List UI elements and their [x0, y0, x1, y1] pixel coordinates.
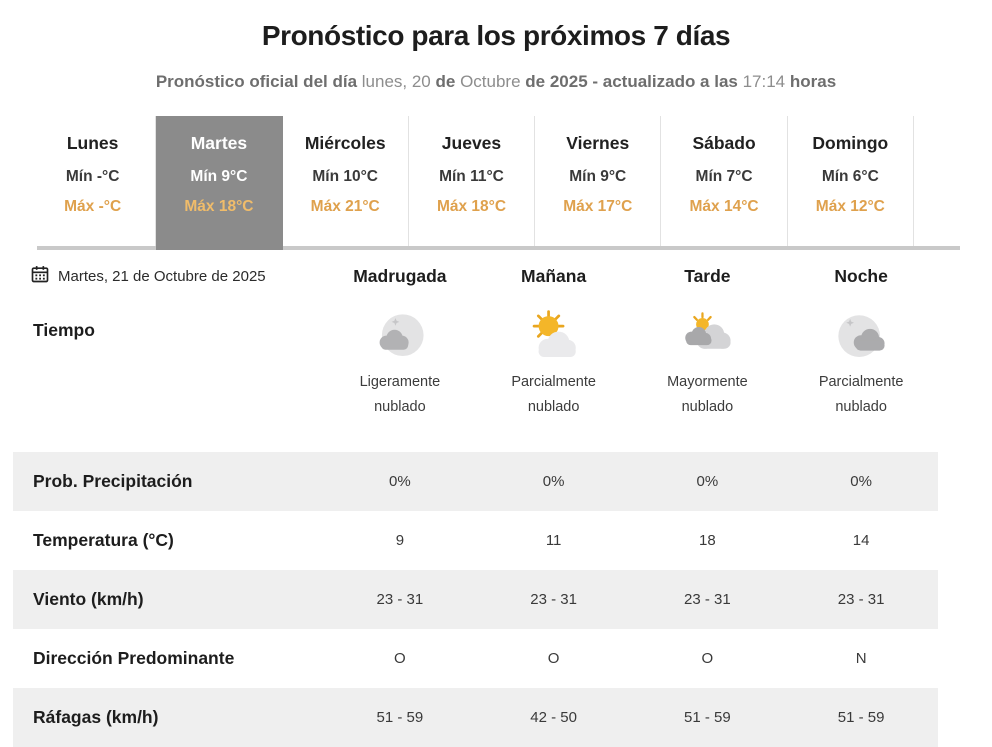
day-name: Jueves [441, 133, 502, 153]
row-label-tiempo: Tiempo [33, 320, 95, 340]
day-max-temp: Máx 17°C [563, 198, 633, 215]
period-header-tarde: Tarde [684, 265, 731, 286]
subtitle-part: Octubre [460, 72, 526, 91]
period-header-madrugada: Madrugada [353, 265, 447, 286]
row-label: Prob. Precipitación [33, 471, 193, 491]
table-row-rafagas [13, 688, 938, 747]
cell-value: 9 [395, 532, 405, 549]
day-tab-jueves[interactable] [409, 116, 535, 246]
cell-value: 42 - 50 [530, 709, 577, 726]
day-min-temp: Mín 11°C [439, 168, 504, 185]
cell-value: 23 - 31 [837, 591, 885, 608]
period-header-manana: Mañana [521, 265, 587, 286]
condition-noche [784, 302, 938, 421]
page-title: Pronóstico para los próximos 7 días [261, 20, 731, 51]
day-min-temp: Mín 7°C [695, 168, 753, 185]
day-min-temp: Mín 10°C [312, 168, 379, 185]
subtitle-part: horas [789, 72, 837, 91]
cell-value: O [394, 650, 406, 667]
mostly-cloudy-sun-icon [678, 308, 736, 366]
cell-value: 0% [696, 473, 719, 490]
day-max-temp: Máx -°C [64, 198, 122, 215]
cell-value: 18 [699, 532, 716, 549]
cell-value: 23 - 31 [530, 591, 577, 608]
day-min-temp: Mín 9°C [190, 168, 248, 185]
cell-value: 51 - 59 [684, 709, 731, 726]
cell-value: 0% [542, 473, 565, 490]
day-max-temp: Máx 21°C [310, 198, 380, 215]
condition-text: Mayormente nublado [667, 374, 748, 416]
day-min-temp: Mín 9°C [569, 168, 627, 185]
page-subtitle [0, 72, 992, 92]
day-tab-bar [30, 116, 960, 250]
day-tab-viernes[interactable] [535, 116, 661, 246]
cell-value: 23 - 31 [376, 591, 424, 608]
cell-value: 0% [389, 473, 411, 490]
day-name: Miércoles [304, 133, 386, 153]
condition-manana [477, 302, 631, 421]
day-detail-table [13, 250, 938, 747]
day-tab-martes[interactable] [156, 116, 282, 250]
night-partly-cloudy-icon [832, 308, 890, 366]
cell-value: O [701, 650, 714, 667]
subtitle-part: Pronóstico oficial del día [155, 72, 362, 91]
selected-date [13, 264, 323, 289]
subtitle-part: 17:14 [742, 72, 790, 91]
day-max-temp: Máx 12°C [815, 198, 885, 215]
cell-value: 11 [545, 532, 562, 549]
day-name: Domingo [812, 133, 889, 153]
day-max-temp: Máx 14°C [689, 198, 759, 215]
period-header-noche: Noche [834, 265, 888, 286]
table-row-viento [13, 570, 938, 629]
row-label: Dirección Predominante [33, 648, 235, 668]
cell-value: N [855, 650, 867, 667]
day-name: Martes [190, 133, 248, 153]
sun-partly-cloudy-icon [525, 308, 583, 366]
day-tab-miercoles[interactable] [283, 116, 409, 246]
day-tab-domingo[interactable] [788, 116, 914, 246]
day-name: Sábado [692, 133, 756, 153]
subtitle-part: de 2025 - actualizado a las [525, 72, 743, 91]
table-row-direccion [13, 629, 938, 688]
day-name: Lunes [66, 133, 119, 153]
day-min-temp: Mín 6°C [821, 168, 879, 185]
cell-value: 51 - 59 [837, 709, 885, 726]
day-tab-lunes[interactable] [30, 116, 156, 246]
day-max-temp: Máx 18°C [184, 198, 254, 215]
table-row-temperatura [13, 511, 938, 570]
row-label: Temperatura (°C) [33, 530, 174, 550]
calendar-icon [30, 264, 50, 289]
subtitle-part: lunes, 20 [361, 72, 436, 91]
condition-madrugada [323, 302, 477, 421]
subtitle-part: de [435, 72, 461, 91]
night-slightly-cloudy-icon [371, 308, 429, 366]
day-tab-sabado[interactable] [661, 116, 787, 246]
condition-text: Ligeramente nublado [359, 374, 441, 416]
condition-text: Parcialmente nublado [818, 374, 904, 416]
cell-value: 23 - 31 [684, 591, 731, 608]
row-label: Viento (km/h) [33, 589, 144, 609]
cell-value: 51 - 59 [376, 709, 424, 726]
condition-tarde [631, 302, 785, 421]
condition-text: Parcialmente nublado [511, 374, 596, 416]
selected-date-label: Martes, 21 de Octubre de 2025 [58, 267, 266, 285]
day-max-temp: Máx 18°C [436, 198, 507, 215]
cell-value: 14 [852, 532, 870, 549]
table-row-precipitacion [13, 452, 938, 511]
row-label: Ráfagas (km/h) [33, 707, 159, 727]
cell-value: O [547, 650, 560, 667]
cell-value: 0% [850, 473, 872, 490]
day-min-temp: Mín -°C [65, 168, 120, 185]
day-name: Viernes [566, 133, 630, 153]
